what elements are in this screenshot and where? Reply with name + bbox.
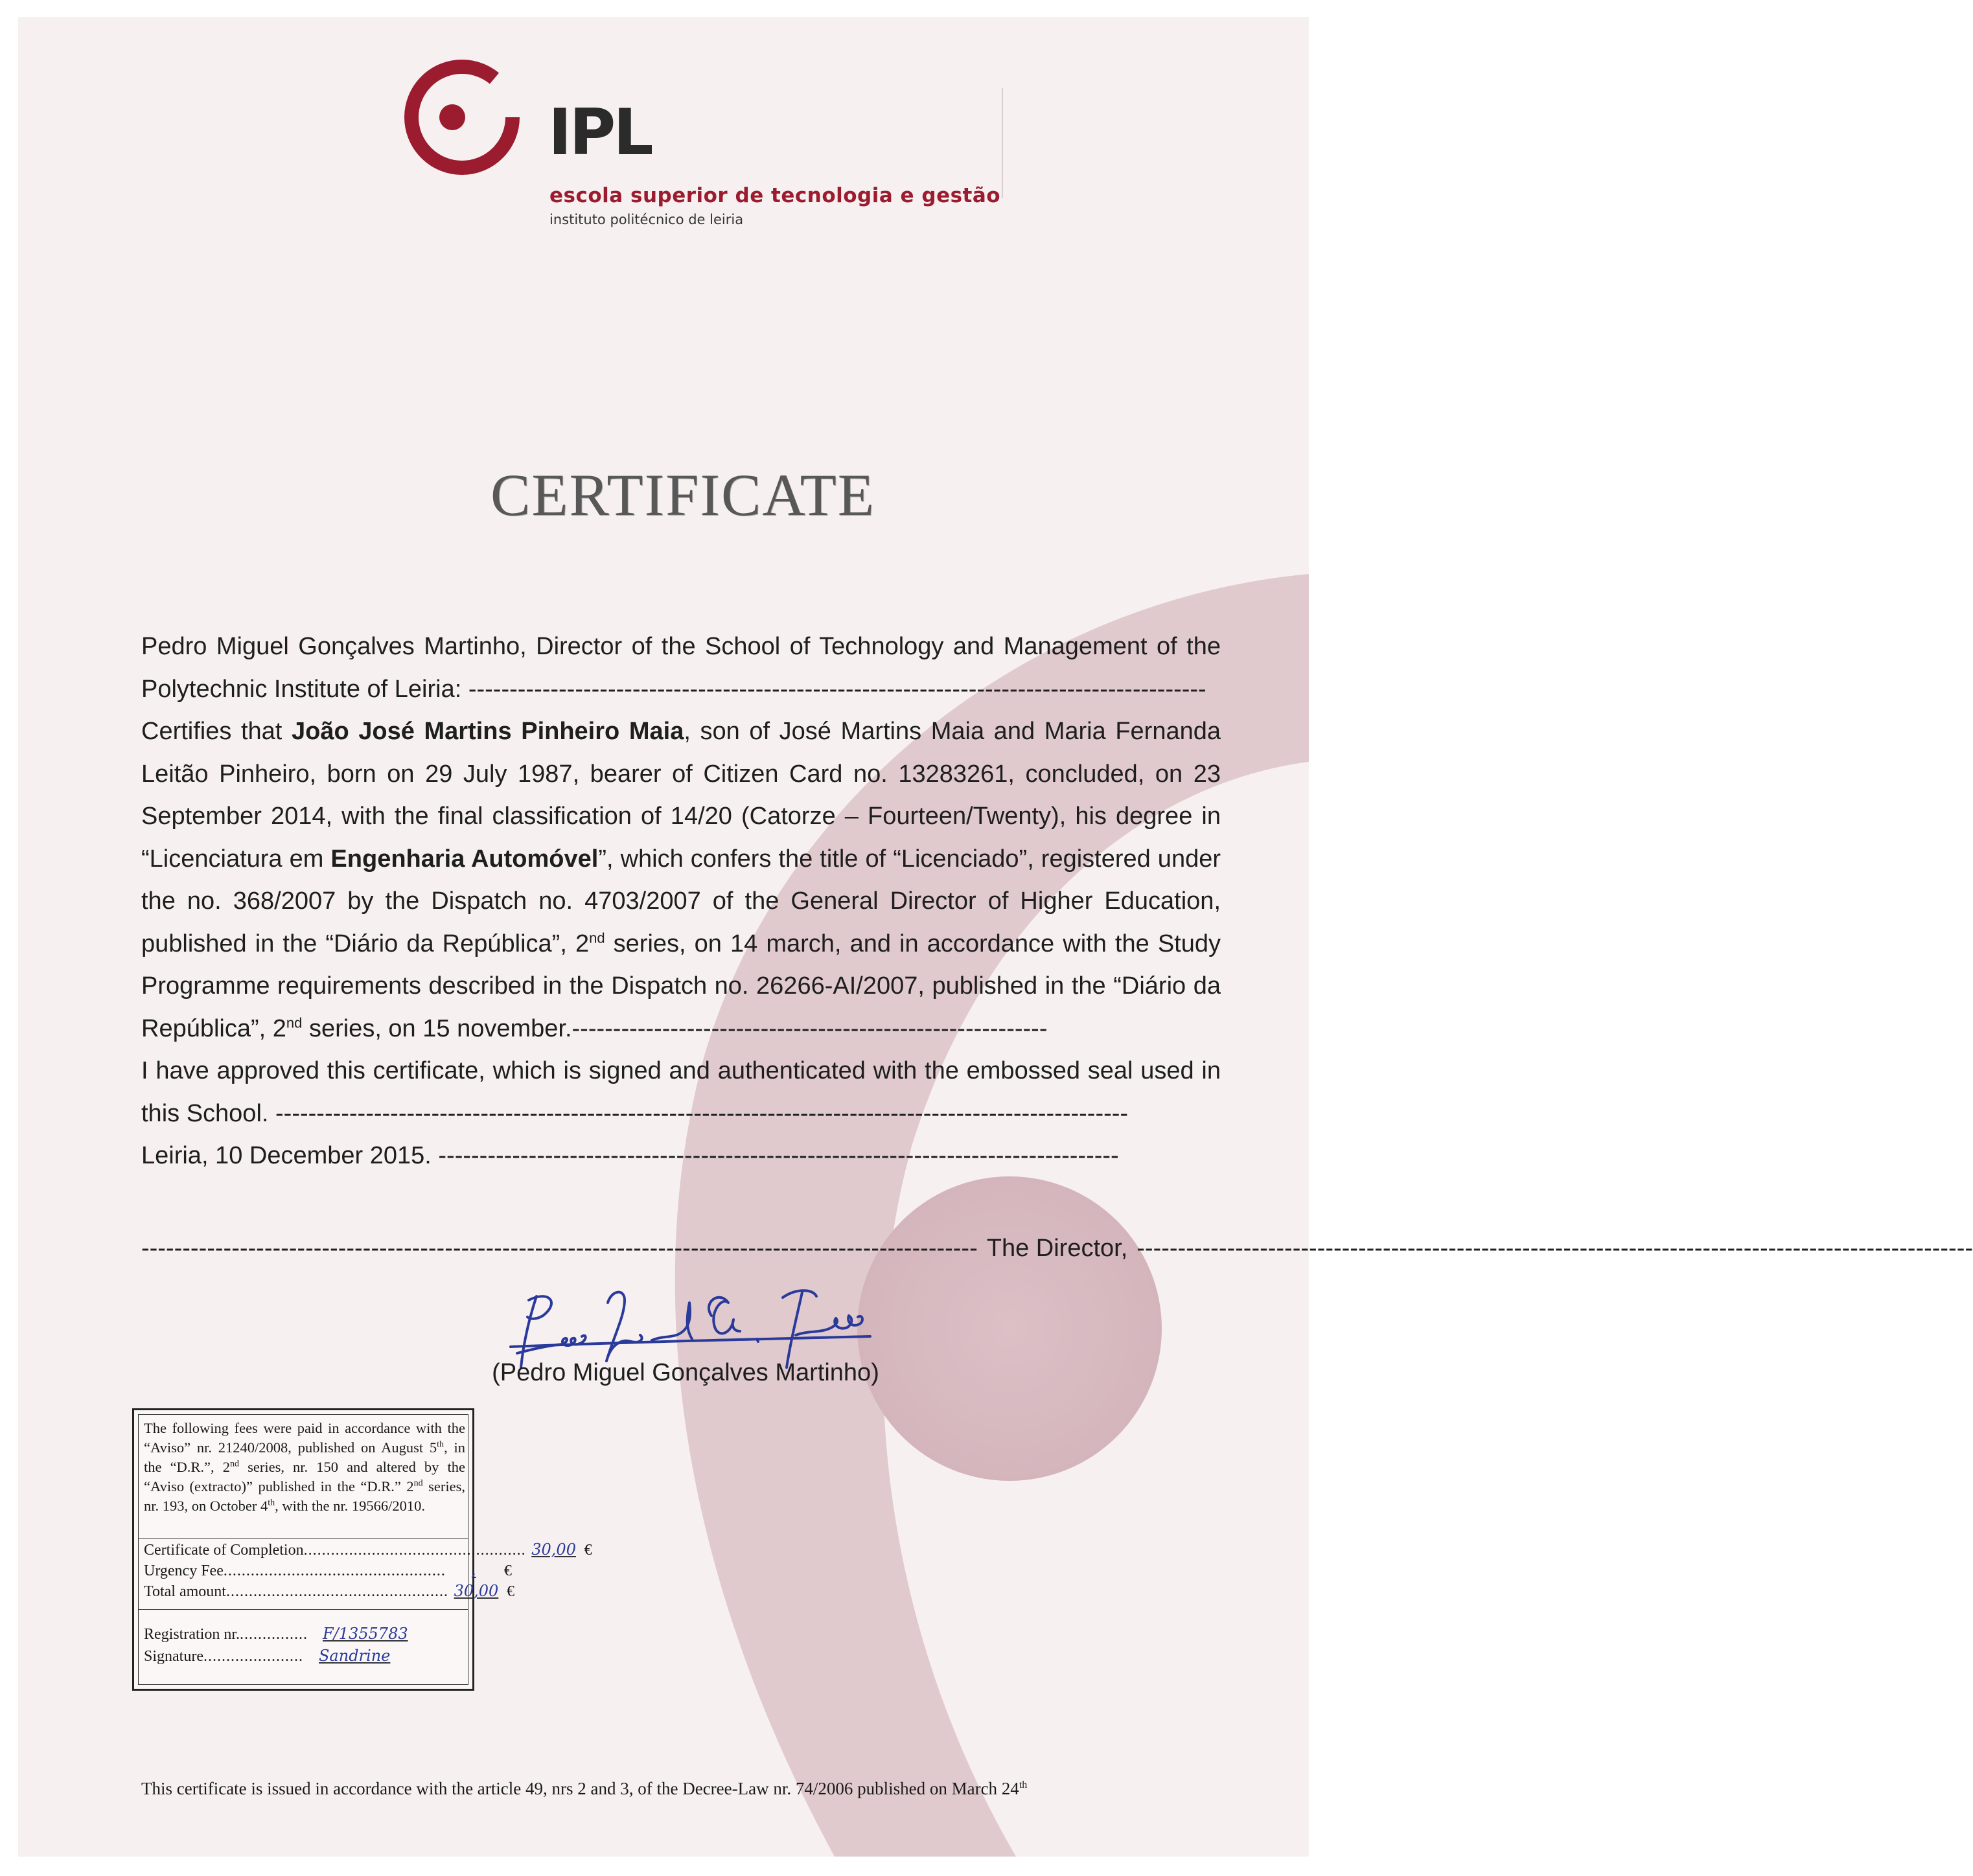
fee-row-urgency: Urgency Fee ................................................. , € <box>144 1561 512 1579</box>
degree-name: Engenharia Automóvel <box>330 845 599 873</box>
director-title: The Director, <box>986 1235 1128 1262</box>
certificate-page <box>18 17 1973 1857</box>
signature-row: Signature ...................... Sandrine <box>144 1647 391 1665</box>
registration-row: Registration nr. ............... F/1355783 <box>144 1625 408 1643</box>
fee-box <box>132 1408 592 1691</box>
director-line: ------------------------------------------------------------------------------------------------------ The Director, ------------------------------------------------------------------------------------------------------ <box>141 1235 1973 1262</box>
student-name: João José Martins Pinheiro Maia <box>291 718 684 745</box>
fee-note: The following fees were paid in accordance with the “Aviso” nr. 21240/2008, published on August 5th, in the “D.R.”, 2nd series, nr. 150 and altered by the “Aviso (extracto)” published in the “D.R.” 2nd series, nr. 193, on October 4th, with the nr. 19566/2010. <box>144 1420 465 1514</box>
fee-row-certificate: Certificate of Completion ................................................. 30,00 € <box>144 1540 592 1559</box>
logo-wordmark: IPL <box>548 96 651 170</box>
fee-separator <box>139 1609 468 1610</box>
ipl-logo-icon <box>397 52 537 182</box>
footer-legal-note: This certificate is issued in accordance with the article 49, nrs 2 and 3, of the Decree-Law nr. 74/2006 published on March 24th <box>141 1779 1028 1798</box>
fee-separator <box>139 1538 468 1539</box>
director-name: (Pedro Miguel Gonçalves Martinho) <box>492 1359 879 1386</box>
place-date: Leiria, 10 December 2015. ----------------------------------------------------------------------------------- <box>141 1142 1119 1169</box>
background-dot <box>857 1176 1162 1481</box>
document-title: CERTIFICATE <box>490 462 876 528</box>
school-name: escola superior de tecnologia e gestão <box>549 184 1001 207</box>
certificate-body <box>141 626 1221 1178</box>
header-divider <box>1002 88 1003 198</box>
institute-name: instituto politécnico de leiria <box>549 212 744 227</box>
intro-paragraph: Pedro Miguel Gonçalves Martinho, Director of the School of Technology and Management of the Polytechnic Institute of Leiria: ------------------------------------------------------------------------------------------ <box>141 633 1221 703</box>
approval-paragraph: I have approved this certificate, which is signed and authenticated with the embossed seal used in this School. -------------------------------------------------------------------------------------------------------- <box>141 1057 1221 1127</box>
fee-row-total: Total amount ................................................. 30,00 € <box>144 1582 514 1600</box>
certification-paragraph: Certifies that João José Martins Pinheiro Maia, son of José Martins Maia and Maria Fernanda Leitão Pinheiro, born on 29 July 1987, bearer of Citizen Card no. 13283261, concluded, on 23 September 2014, with the final classification of 14/20 (Catorze – Fourteen/Twenty), his degree in “Licenciatura em Engenharia Automóvel”, which confers the title of “Licenciado”, registered under the no. 368/2007 by the Dispatch no. 4703/2007 of the General Director of Higher Education, published in the “Diário da República”, 2nd series, on 14 march, and in accordance with the Study Programme requirements described in the Dispatch no. 26266-AI/2007, published in the “Diário da República”, 2nd series, on 15 november.---------------------------------------------------------- <box>141 718 1221 1042</box>
